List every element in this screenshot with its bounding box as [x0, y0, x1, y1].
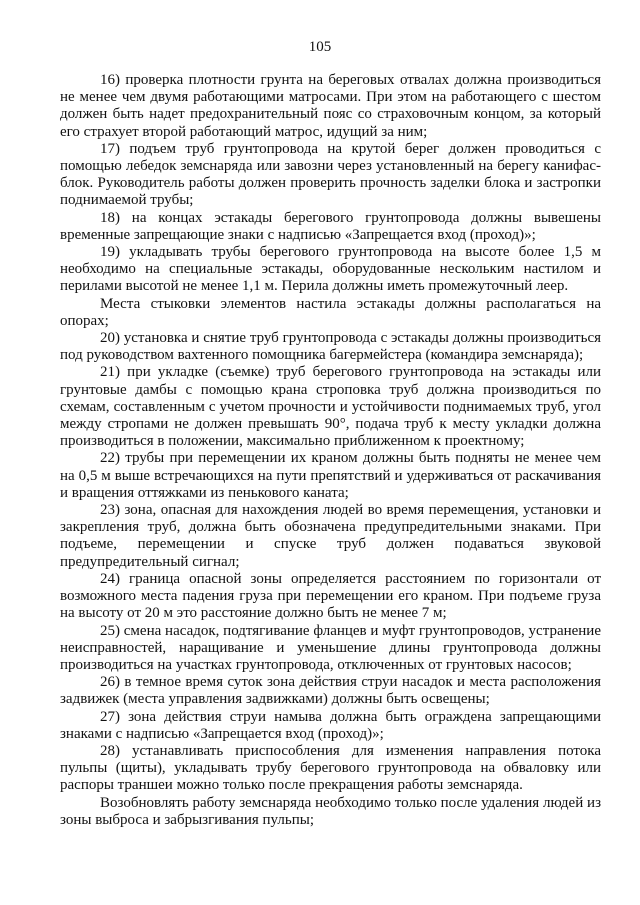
- paragraph-20: 20) установка и снятие труб грунтопровода с эстакады должны производиться под руководством вахтенного помощника багермейстера (командира земснаряда);: [60, 330, 601, 364]
- paragraph-19: 19) укладывать трубы берегового грунтопровода на высоте более 1,5 м необходимо на специальные эстакады, оборудованные нескольким настилом и перилами высотой не менее 1,1 м. Перила должны иметь промежуточный леер.: [60, 244, 601, 295]
- paragraph-18: 18) на концах эстакады берегового грунтопровода должны вывешены временные запрещающие знаки с надписью «Запрещается вход (проход)»;: [60, 209, 601, 243]
- document-body: [60, 72, 601, 829]
- paragraph-25: 25) смена насадок, подтягивание фланцев и муфт грунтопроводов, устранение неисправностей, наращивание и уменьшение длины грунтопровода должны производиться на участках грунтопровода, отключенных от грунтовых насосов;: [60, 622, 601, 673]
- paragraph-19-continuation: Места стыковки элементов настила эстакады должны располагаться на опорах;: [60, 295, 601, 329]
- paragraph-28-continuation: Возобновлять работу земснаряда необходимо только после удаления людей из зоны выброса и забрызгивания пульпы;: [60, 794, 601, 828]
- paragraph-28: 28) устанавливать приспособления для изменения направления потока пульпы (щиты), укладывать трубу берегового грунтопровода на обваловку или распоры траншеи можно только после прекращения работы земснаряда.: [60, 742, 601, 794]
- paragraph-24: 24) граница опасной зоны определяется расстоянием по горизонтали от возможного места падения груза при перемещении его краном. При подъеме груза на высоту от 20 м это расстояние должно быть не менее 7 м;: [60, 570, 601, 622]
- page-number: 105: [308, 39, 332, 55]
- paragraph-26: 26) в темное время суток зона действия струи насадок и места расположения задвижек (места управления задвижками) должны быть освещены;: [60, 674, 601, 708]
- paragraph-21: 21) при укладке (съемке) труб берегового грунтопровода на эстакады или грунтовые дамбы с помощью крана строповка труб должна производиться по схемам, составленным с учетом прочности и устойчивости поднимаемых труб, угол между стропами не должен превышать 90°, подача труб к месту укладки должна производиться в положении, максимально приближенном к проектному;: [60, 364, 601, 450]
- paragraph-23: 23) зона, опасная для нахождения людей во время перемещения, установки и закрепления труб, должна быть обозначена предупредительными знаками. При подъеме, перемещении и спуске труб должен подаваться звуковой предупредительный сигнал;: [60, 502, 601, 570]
- paragraph-27: 27) зона действия струи намыва должна быть ограждена запрещающими знаками с надписью «Запрещается вход (проход)»;: [60, 708, 601, 742]
- paragraph-22: 22) трубы при перемещении их краном должны быть подняты не менее чем на 0,5 м выше встречающихся на пути препятствий и удерживаться от раскачивания и вращения оттяжками из пенькового каната;: [60, 450, 601, 501]
- paragraph-16: 16) проверка плотности грунта на береговых отвалах должна производиться не менее чем двумя работающими матросами. При этом на работающего с шестом должен быть надет предохранительный пояс со страховочным концом, за который его страхует второй работающий матрос, идущий за ним;: [60, 72, 601, 140]
- paragraph-17: 17) подъем труб грунтопровода на крутой берег должен проводиться с помощью лебедок земснаряда или завозни через установленный на берегу канифас-блок. Руководитель работы должен проверить прочность заделки блока и застропки поднимаемой трубы;: [60, 140, 601, 209]
